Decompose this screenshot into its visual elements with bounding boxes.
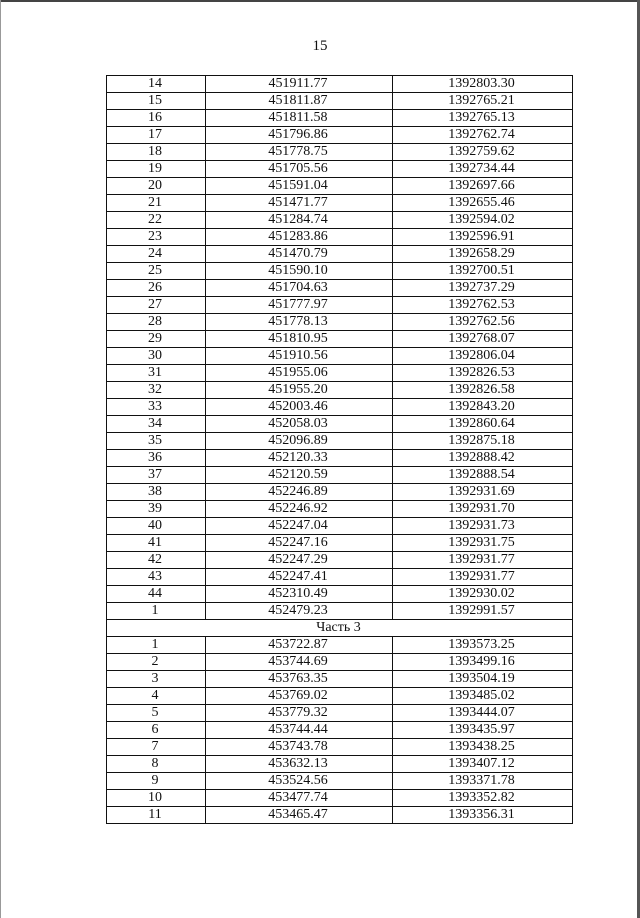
x-coordinate-cell: 452003.46	[206, 399, 393, 416]
x-coordinate-cell: 451705.56	[206, 161, 393, 178]
x-coordinate-cell: 452058.03	[206, 416, 393, 433]
x-coordinate-cell: 451591.04	[206, 178, 393, 195]
x-coordinate-cell: 452310.49	[206, 586, 393, 603]
point-number-cell: 28	[107, 314, 206, 331]
table-row	[107, 127, 573, 144]
point-number-cell: 33	[107, 399, 206, 416]
x-coordinate-cell: 452247.04	[206, 518, 393, 535]
table-row	[107, 382, 573, 399]
y-coordinate-cell: 1392931.70	[393, 501, 573, 518]
y-coordinate-cell: 1392991.57	[393, 603, 573, 620]
point-number-cell: 24	[107, 246, 206, 263]
y-coordinate-cell: 1392737.29	[393, 280, 573, 297]
y-coordinate-cell: 1392888.54	[393, 467, 573, 484]
x-coordinate-cell: 451811.58	[206, 110, 393, 127]
table-row	[107, 280, 573, 297]
x-coordinate-cell: 451811.87	[206, 93, 393, 110]
y-coordinate-cell: 1393573.25	[393, 637, 573, 654]
point-number-cell: 31	[107, 365, 206, 382]
y-coordinate-cell: 1392888.42	[393, 450, 573, 467]
table-row	[107, 178, 573, 195]
point-number-cell: 5	[107, 705, 206, 722]
x-coordinate-cell: 453763.35	[206, 671, 393, 688]
x-coordinate-cell: 452247.29	[206, 552, 393, 569]
coordinates-table	[106, 75, 573, 824]
table-row	[107, 518, 573, 535]
section-header-row	[107, 620, 573, 637]
x-coordinate-cell: 451777.97	[206, 297, 393, 314]
table-row	[107, 76, 573, 93]
x-coordinate-cell: 453632.13	[206, 756, 393, 773]
point-number-cell: 1	[107, 603, 206, 620]
point-number-cell: 35	[107, 433, 206, 450]
y-coordinate-cell: 1392655.46	[393, 195, 573, 212]
table-row	[107, 552, 573, 569]
y-coordinate-cell: 1393371.78	[393, 773, 573, 790]
x-coordinate-cell: 453722.87	[206, 637, 393, 654]
table-row	[107, 603, 573, 620]
y-coordinate-cell: 1392765.21	[393, 93, 573, 110]
x-coordinate-cell: 451283.86	[206, 229, 393, 246]
x-coordinate-cell: 451778.13	[206, 314, 393, 331]
point-number-cell: 8	[107, 756, 206, 773]
y-coordinate-cell: 1392930.02	[393, 586, 573, 603]
table-row	[107, 314, 573, 331]
point-number-cell: 38	[107, 484, 206, 501]
x-coordinate-cell: 453743.78	[206, 739, 393, 756]
y-coordinate-cell: 1392658.29	[393, 246, 573, 263]
point-number-cell: 37	[107, 467, 206, 484]
x-coordinate-cell: 451778.75	[206, 144, 393, 161]
x-coordinate-cell: 451704.63	[206, 280, 393, 297]
x-coordinate-cell: 453744.69	[206, 654, 393, 671]
y-coordinate-cell: 1392931.75	[393, 535, 573, 552]
x-coordinate-cell: 451284.74	[206, 212, 393, 229]
y-coordinate-cell: 1392931.77	[393, 552, 573, 569]
table-row	[107, 722, 573, 739]
table-row	[107, 93, 573, 110]
y-coordinate-cell: 1393499.16	[393, 654, 573, 671]
table-row	[107, 586, 573, 603]
point-number-cell: 21	[107, 195, 206, 212]
point-number-cell: 18	[107, 144, 206, 161]
point-number-cell: 16	[107, 110, 206, 127]
x-coordinate-cell: 452246.92	[206, 501, 393, 518]
x-coordinate-cell: 451810.95	[206, 331, 393, 348]
point-number-cell: 9	[107, 773, 206, 790]
point-number-cell: 1	[107, 637, 206, 654]
y-coordinate-cell: 1392596.91	[393, 229, 573, 246]
table-row	[107, 671, 573, 688]
table-row	[107, 467, 573, 484]
table-row	[107, 195, 573, 212]
y-coordinate-cell: 1392860.64	[393, 416, 573, 433]
point-number-cell: 44	[107, 586, 206, 603]
x-coordinate-cell: 451796.86	[206, 127, 393, 144]
y-coordinate-cell: 1392700.51	[393, 263, 573, 280]
x-coordinate-cell: 451590.10	[206, 263, 393, 280]
y-coordinate-cell: 1392803.30	[393, 76, 573, 93]
table-row	[107, 297, 573, 314]
y-coordinate-cell: 1392697.66	[393, 178, 573, 195]
point-number-cell: 29	[107, 331, 206, 348]
table-row	[107, 654, 573, 671]
point-number-cell: 34	[107, 416, 206, 433]
x-coordinate-cell: 453769.02	[206, 688, 393, 705]
y-coordinate-cell: 1392931.73	[393, 518, 573, 535]
table-row	[107, 484, 573, 501]
y-coordinate-cell: 1392762.53	[393, 297, 573, 314]
point-number-cell: 26	[107, 280, 206, 297]
table-body-part-2	[107, 76, 573, 620]
x-coordinate-cell: 453465.47	[206, 807, 393, 824]
table-row	[107, 790, 573, 807]
table-row	[107, 535, 573, 552]
y-coordinate-cell: 1392734.44	[393, 161, 573, 178]
table-row	[107, 433, 573, 450]
table-row	[107, 569, 573, 586]
point-number-cell: 10	[107, 790, 206, 807]
section-title: Часть 3	[107, 620, 573, 637]
point-number-cell: 41	[107, 535, 206, 552]
point-number-cell: 2	[107, 654, 206, 671]
table-row	[107, 399, 573, 416]
table-row	[107, 807, 573, 824]
table-row	[107, 450, 573, 467]
x-coordinate-cell: 452096.89	[206, 433, 393, 450]
point-number-cell: 17	[107, 127, 206, 144]
point-number-cell: 15	[107, 93, 206, 110]
x-coordinate-cell: 451470.79	[206, 246, 393, 263]
point-number-cell: 14	[107, 76, 206, 93]
y-coordinate-cell: 1392843.20	[393, 399, 573, 416]
table-row	[107, 246, 573, 263]
point-number-cell: 4	[107, 688, 206, 705]
y-coordinate-cell: 1392762.74	[393, 127, 573, 144]
table-row	[107, 144, 573, 161]
table-row	[107, 416, 573, 433]
point-number-cell: 42	[107, 552, 206, 569]
y-coordinate-cell: 1392762.56	[393, 314, 573, 331]
table-row	[107, 501, 573, 518]
point-number-cell: 19	[107, 161, 206, 178]
y-coordinate-cell: 1392759.62	[393, 144, 573, 161]
x-coordinate-cell: 452479.23	[206, 603, 393, 620]
x-coordinate-cell: 451955.20	[206, 382, 393, 399]
x-coordinate-cell: 453477.74	[206, 790, 393, 807]
point-number-cell: 20	[107, 178, 206, 195]
x-coordinate-cell: 451911.77	[206, 76, 393, 93]
x-coordinate-cell: 453744.44	[206, 722, 393, 739]
y-coordinate-cell: 1393438.25	[393, 739, 573, 756]
y-coordinate-cell: 1393444.07	[393, 705, 573, 722]
point-number-cell: 32	[107, 382, 206, 399]
point-number-cell: 40	[107, 518, 206, 535]
table-row	[107, 212, 573, 229]
point-number-cell: 6	[107, 722, 206, 739]
point-number-cell: 22	[107, 212, 206, 229]
x-coordinate-cell: 451471.77	[206, 195, 393, 212]
x-coordinate-cell: 452120.59	[206, 467, 393, 484]
x-coordinate-cell: 452247.41	[206, 569, 393, 586]
point-number-cell: 25	[107, 263, 206, 280]
table-body-part-3	[107, 637, 573, 824]
x-coordinate-cell: 452246.89	[206, 484, 393, 501]
table-row	[107, 161, 573, 178]
table-row	[107, 688, 573, 705]
table-row	[107, 348, 573, 365]
point-number-cell: 30	[107, 348, 206, 365]
y-coordinate-cell: 1392931.77	[393, 569, 573, 586]
y-coordinate-cell: 1392594.02	[393, 212, 573, 229]
y-coordinate-cell: 1392826.53	[393, 365, 573, 382]
point-number-cell: 36	[107, 450, 206, 467]
point-number-cell: 27	[107, 297, 206, 314]
table-row	[107, 756, 573, 773]
y-coordinate-cell: 1392875.18	[393, 433, 573, 450]
x-coordinate-cell: 451955.06	[206, 365, 393, 382]
table-row	[107, 263, 573, 280]
table-row	[107, 705, 573, 722]
x-coordinate-cell: 453779.32	[206, 705, 393, 722]
table-row	[107, 229, 573, 246]
y-coordinate-cell: 1393352.82	[393, 790, 573, 807]
table-row	[107, 110, 573, 127]
page-number: 15	[312, 38, 328, 54]
scan-left-edge	[0, 0, 1, 918]
y-coordinate-cell: 1392826.58	[393, 382, 573, 399]
y-coordinate-cell: 1392768.07	[393, 331, 573, 348]
y-coordinate-cell: 1393356.31	[393, 807, 573, 824]
point-number-cell: 11	[107, 807, 206, 824]
x-coordinate-cell: 451910.56	[206, 348, 393, 365]
scan-top-edge	[0, 0, 640, 2]
y-coordinate-cell: 1392931.69	[393, 484, 573, 501]
y-coordinate-cell: 1393504.19	[393, 671, 573, 688]
point-number-cell: 23	[107, 229, 206, 246]
point-number-cell: 43	[107, 569, 206, 586]
table-row	[107, 773, 573, 790]
point-number-cell: 7	[107, 739, 206, 756]
x-coordinate-cell: 452247.16	[206, 535, 393, 552]
point-number-cell: 39	[107, 501, 206, 518]
table-row	[107, 739, 573, 756]
x-coordinate-cell: 452120.33	[206, 450, 393, 467]
table-row	[107, 365, 573, 382]
y-coordinate-cell: 1392765.13	[393, 110, 573, 127]
y-coordinate-cell: 1393485.02	[393, 688, 573, 705]
y-coordinate-cell: 1392806.04	[393, 348, 573, 365]
x-coordinate-cell: 453524.56	[206, 773, 393, 790]
table-row	[107, 331, 573, 348]
point-number-cell: 3	[107, 671, 206, 688]
y-coordinate-cell: 1393435.97	[393, 722, 573, 739]
table-row	[107, 637, 573, 654]
y-coordinate-cell: 1393407.12	[393, 756, 573, 773]
